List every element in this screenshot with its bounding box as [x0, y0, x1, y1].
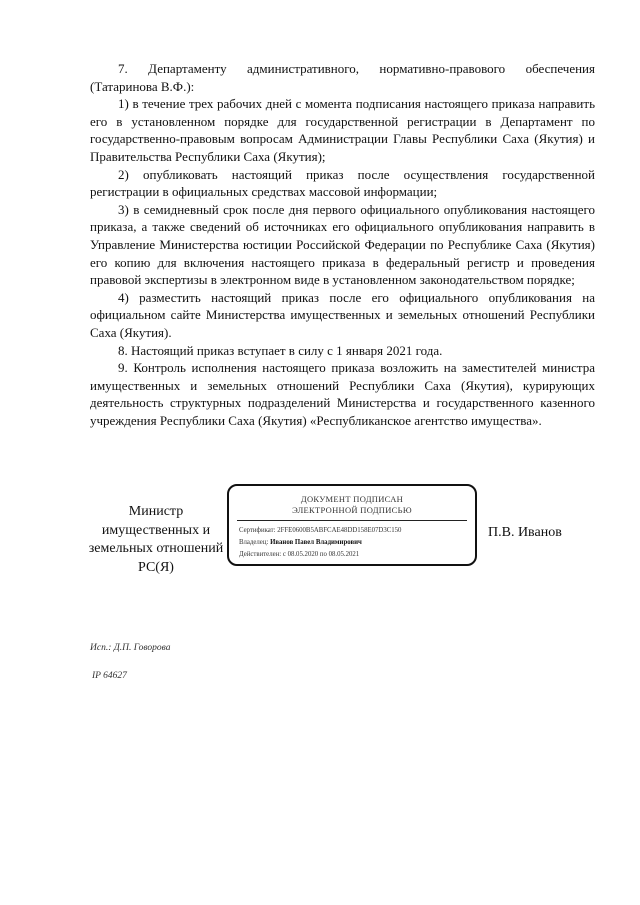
stamp-validity — [239, 550, 469, 559]
stamp-valid-to-label: по — [319, 551, 327, 558]
signatory-name: П.В. Иванов — [488, 525, 562, 540]
paragraph-item-8: 8. Настоящий приказ вступает в силу с 1 января 2021 года. — [118, 342, 443, 358]
stamp-cert-label: Сертификат: — [239, 527, 276, 534]
executor-note: Исп.: Д.П. Говорова — [90, 643, 171, 653]
stamp-title-line1: ДОКУМЕНТ ПОДПИСАН — [300, 494, 404, 504]
stamp-valid-from: 08.05.2020 — [287, 551, 319, 558]
stamp-owner-label: Владелец: — [239, 539, 269, 546]
order-body — [90, 60, 595, 429]
ip-number: IP 64627 — [92, 671, 127, 681]
stamp-owner — [239, 538, 469, 547]
stamp-certificate — [239, 526, 469, 535]
stamp-valid-to: 08.05.2021 — [328, 551, 360, 558]
stamp-valid-label: Действителен: с — [239, 551, 286, 558]
signatory-role: Министр имущественных и земельных отношений РС(Я) — [88, 504, 224, 575]
stamp-cert-value: 2FFE0600B5ABFCAE48DD158E07D3C150 — [277, 527, 402, 534]
paragraph-subitem-4: 4) разместить настоящий приказ после его официального опубликования на официальном сайте Министерства имущественных и земельных отношений Республики Саха (Якутия). — [90, 289, 595, 340]
electronic-signature-stamp — [227, 484, 477, 566]
paragraph-subitem-3: 3) в семидневный срок после дня первого официального опубликования настоящего приказа, а также сведений об источниках его официального опубликования направить в Управление Министерства юстиции Российской Федерации по Республике Саха (Якутия) его копию для включения настоящего приказа в федеральный регистр и проведения правовой экспертизы в электронном виде в установленном законодательством порядке; — [90, 201, 595, 288]
paragraph-item-9: 9. Контроль исполнения настоящего приказа возложить на заместителей министра имущественных и земельных отношений Республики Саха (Якутия), курирующих деятельность структурных подразделений Министерства и государственного казенного учреждения Республики Саха (Якутия) «Республиканское агентство имущества». — [90, 360, 595, 428]
stamp-owner-value: Иванов Павел Владимирович — [270, 539, 362, 546]
paragraph-item-7: 7. Департаменту административного, нормативно-правового обеспечения (Татаринова В.Ф.): — [90, 61, 595, 94]
paragraph-subitem-1: 1) в течение трех рабочих дней с момента подписания настоящего приказа направить его в установленном порядке для государственной регистрации в Департамент по государственно-правовым вопросам Администрации Главы Республики Саха (Якутия) и Правительства Республики Саха (Якутия); — [90, 96, 595, 164]
paragraph-subitem-2: 2) опубликовать настоящий приказ после осуществления государственной регистрации в официальных средствах массовой информации; — [90, 166, 595, 200]
stamp-divider — [237, 520, 467, 521]
stamp-title — [229, 494, 475, 516]
stamp-title-line2: ЭЛЕКТРОННОЙ ПОДПИСЬЮ — [292, 505, 412, 515]
